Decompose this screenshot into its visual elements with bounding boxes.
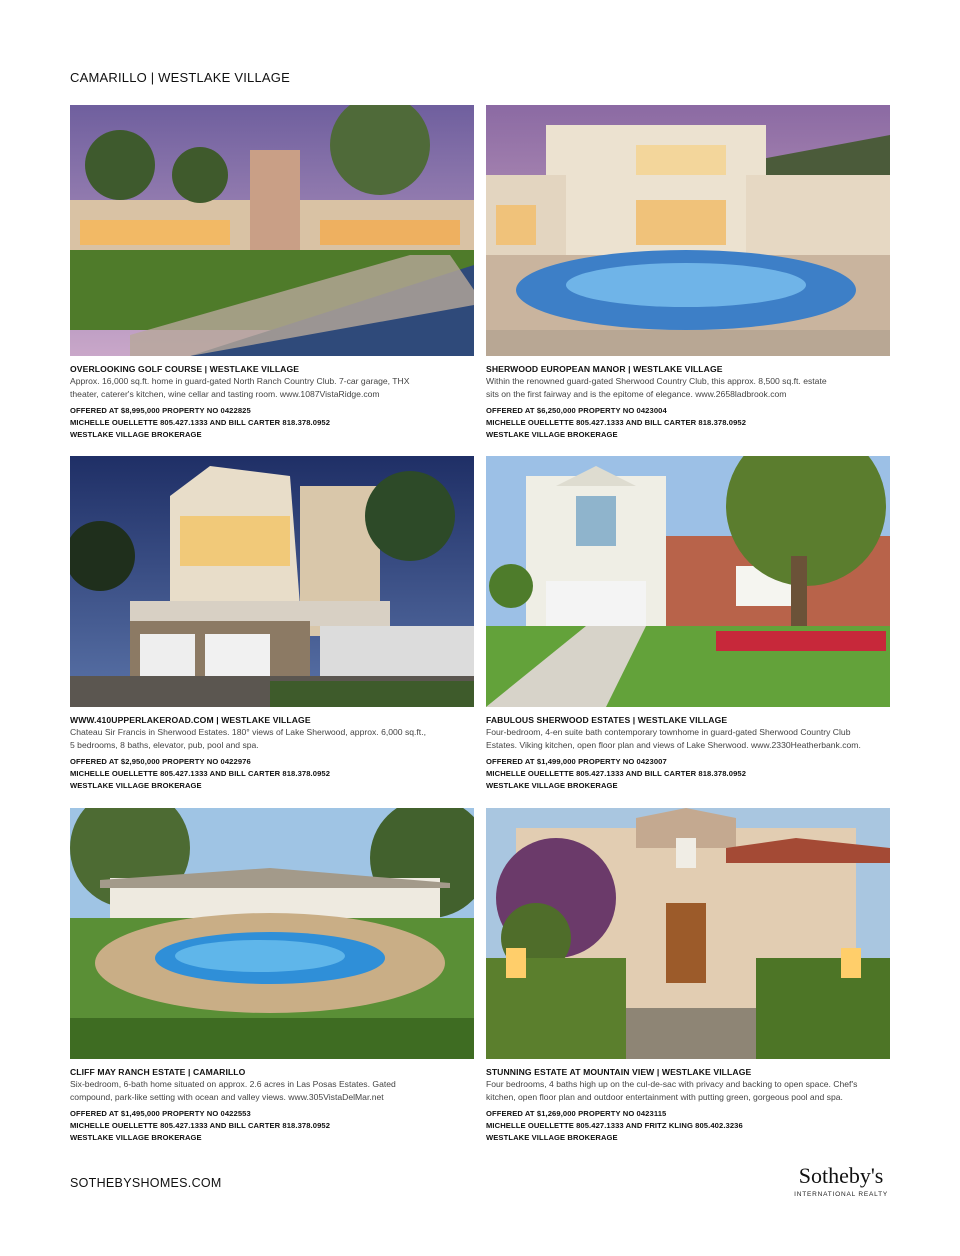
listing-offered: OFFERED AT $1,495,000 PROPERTY NO 0422553 <box>70 1109 251 1118</box>
listing-description: theater, caterer's kitchen, wine cellar and tasting room. www.1087VistaRidge.com <box>70 389 380 399</box>
listing-agents: MICHELLE OUELLETTE 805.427.1333 AND FRITZ KLING 805.402.3236 <box>486 1121 743 1130</box>
listing-description: Four bedrooms, 4 baths high up on the cul-de-sac with privacy and backing to open space. Chef's <box>486 1079 858 1089</box>
listing-title: OVERLOOKING GOLF COURSE | WESTLAKE VILLAGE <box>70 364 300 374</box>
property-photo[interactable] <box>70 456 474 707</box>
property-photo[interactable] <box>486 808 890 1059</box>
listing-description: compound, park-like setting with ocean and valley views. www.305VistaDelMar.net <box>70 1092 384 1102</box>
listing-card[interactable] <box>70 105 474 441</box>
listing-brokerage: WESTLAKE VILLAGE BROKERAGE <box>486 430 618 439</box>
listing-brokerage: WESTLAKE VILLAGE BROKERAGE <box>70 1133 202 1142</box>
listing-description: 5 bedrooms, 8 baths, elevator, pub, pool and spa. <box>70 740 259 750</box>
listing-brokerage: WESTLAKE VILLAGE BROKERAGE <box>486 781 618 790</box>
listing-agents: MICHELLE OUELLETTE 805.427.1333 AND BILL CARTER 818.378.0952 <box>70 418 331 427</box>
listing-title: SHERWOOD EUROPEAN MANOR | WESTLAKE VILLAGE <box>486 364 723 374</box>
listing-card[interactable] <box>486 456 890 792</box>
footer-website-link[interactable]: SOTHEBYSHOMES.COM <box>70 1176 222 1190</box>
listing-agents: MICHELLE OUELLETTE 805.427.1333 AND BILL CARTER 818.378.0952 <box>486 418 747 427</box>
listing-brokerage: WESTLAKE VILLAGE BROKERAGE <box>70 430 202 439</box>
listing-card[interactable] <box>486 808 890 1144</box>
listing-card[interactable] <box>70 456 474 792</box>
listing-title: FABULOUS SHERWOOD ESTATES | WESTLAKE VILLAGE <box>486 715 728 725</box>
listing-agents: MICHELLE OUELLETTE 805.427.1333 AND BILL CARTER 818.378.0952 <box>70 1121 331 1130</box>
logo-subtitle: INTERNATIONAL REALTY <box>794 1191 888 1198</box>
sothebys-logo <box>794 1164 888 1198</box>
property-photo[interactable] <box>486 105 890 356</box>
page-header: CAMARILLO | WESTLAKE VILLAGE <box>70 70 290 85</box>
listing-description: Six-bedroom, 6-bath home situated on approx. 2.6 acres in Las Posas Estates. Gated <box>70 1079 396 1089</box>
listing-description: kitchen, open floor plan and outdoor entertainment with putting green, gorgeous pool and spa. <box>486 1092 843 1102</box>
listing-offered: OFFERED AT $1,499,000 PROPERTY NO 0423007 <box>486 757 667 766</box>
listing-card[interactable] <box>486 105 890 441</box>
listing-description: Chateau Sir Francis in Sherwood Estates. 180° views of Lake Sherwood, approx. 6,000 sq.ft., <box>70 727 426 737</box>
property-photo[interactable] <box>70 105 474 356</box>
listing-offered: OFFERED AT $1,269,000 PROPERTY NO 0423115 <box>486 1109 667 1118</box>
logo-name: Sotheby's <box>798 1163 884 1188</box>
listing-description: Within the renowned guard-gated Sherwood Country Club, this approx. 8,500 sq.ft. estate <box>486 376 827 386</box>
listing-card[interactable] <box>70 808 474 1144</box>
listing-brokerage: WESTLAKE VILLAGE BROKERAGE <box>70 781 202 790</box>
listing-title: WWW.410UPPERLAKEROAD.COM | WESTLAKE VILLAGE <box>70 715 311 725</box>
listing-offered: OFFERED AT $2,950,000 PROPERTY NO 0422976 <box>70 757 251 766</box>
listing-offered: OFFERED AT $8,995,000 PROPERTY NO 0422825 <box>70 406 251 415</box>
property-photo[interactable] <box>486 456 890 707</box>
listing-brokerage: WESTLAKE VILLAGE BROKERAGE <box>486 1133 618 1142</box>
listing-description: sits on the first fairway and is the epitome of elegance. www.2658ladbrook.com <box>486 389 787 399</box>
listing-offered: OFFERED AT $6,250,000 PROPERTY NO 0423004 <box>486 406 667 415</box>
listing-description: Approx. 16,000 sq.ft. home in guard-gated North Ranch Country Club. 7-car garage, THX <box>70 376 410 386</box>
property-photo[interactable] <box>70 808 474 1059</box>
listing-title: STUNNING ESTATE AT MOUNTAIN VIEW | WESTLAKE VILLAGE <box>486 1067 752 1077</box>
listing-description: Four-bedroom, 4-en suite bath contemporary townhome in guard-gated Sherwood Country Club <box>486 727 851 737</box>
listing-description: Estates. Viking kitchen, open floor plan and views of Lake Sherwood. www.2330Heatherbank.com. <box>486 740 861 750</box>
listing-agents: MICHELLE OUELLETTE 805.427.1333 AND BILL CARTER 818.378.0952 <box>70 769 331 778</box>
listing-agents: MICHELLE OUELLETTE 805.427.1333 AND BILL CARTER 818.378.0952 <box>486 769 747 778</box>
listing-title: CLIFF MAY RANCH ESTATE | CAMARILLO <box>70 1067 246 1077</box>
